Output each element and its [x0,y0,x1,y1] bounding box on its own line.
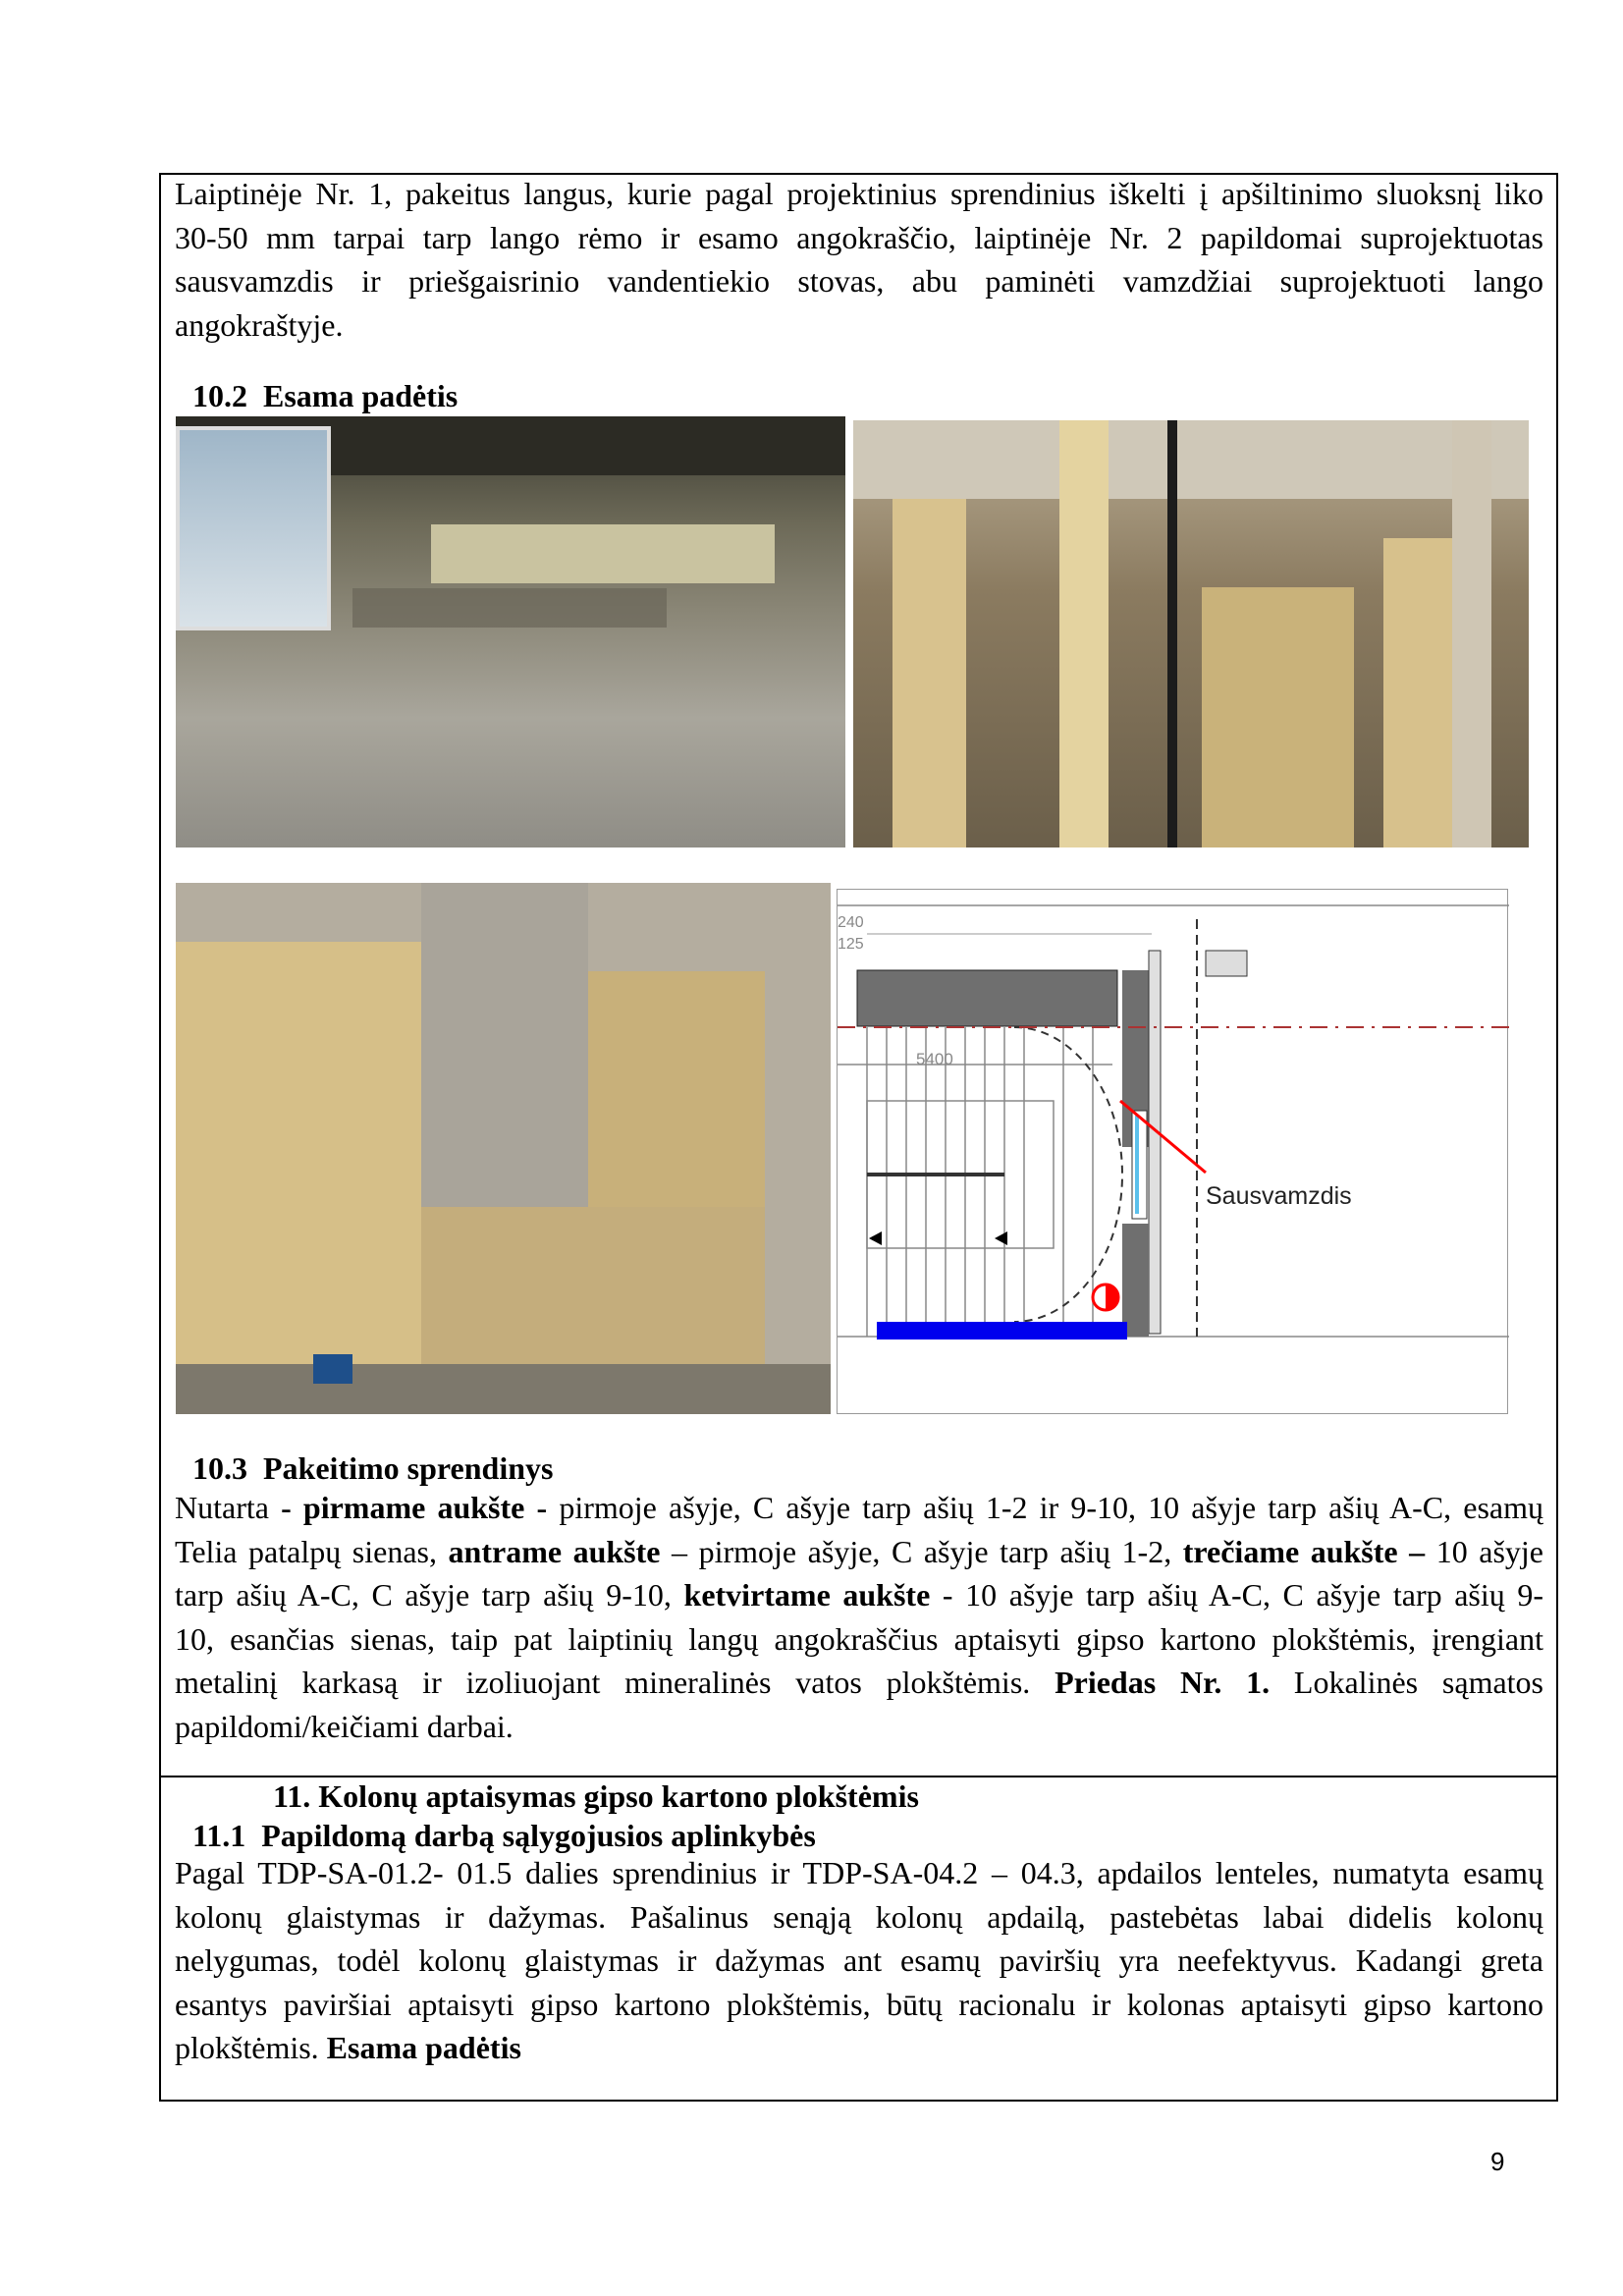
sausvamzdis-label: Sausvamzdis [1206,1182,1352,1210]
text: metalinį karkasą ir izoliuojant mineralinės vatos plokštėmis. [175,1665,1055,1700]
text: Lokalinės sąmatos [1270,1665,1543,1700]
text: plokštėmis. [175,2030,327,2065]
text-line [175,1851,1543,1895]
heading-10-3: 10.3 Pakeitimo sprendinys [192,1450,554,1486]
text-line [175,1486,1543,1530]
text-line [175,2026,1543,2070]
dimension-5400: 5400 [916,1050,953,1068]
text-line [175,216,1543,260]
text-line [175,1661,1543,1705]
bold-text: Esama padėtis [326,2030,521,2065]
text: Nutarta [175,1490,282,1525]
bold-text: antrame aukšte [448,1533,661,1569]
page-number: 9 [1490,2147,1505,2176]
text-line [175,1939,1543,1983]
intro-paragraph [175,172,1543,347]
text: tarp ašių A-C, C ašyje tarp ašių 9-10, [175,1577,684,1613]
text: Pagal TDP-SA-01.2- 01.5 dalies sprendinius ir TDP-SA-04.2 – 04.3, apdailos lenteles, numatyta esamų [175,1855,1543,1890]
text: 10 ašyje [1425,1533,1544,1569]
text: – pirmoje ašyje, C ašyje tarp ašių 1-2, [660,1533,1183,1569]
text-line [175,172,1543,216]
bold-text: - pirmame aukšte - [281,1490,548,1525]
text: Laiptinėje Nr. 1, pakeitus langus, kurie pagal projektinius sprendinius iškelti į apšiltinimo sluoksnį liko [175,176,1543,211]
bold-text: ketvirtame aukšte [683,1577,931,1613]
bold-text: Priedas Nr. 1. [1055,1665,1271,1700]
text: pirmoje ašyje, C ašyje tarp ašių 1-2 ir 9-10, 10 ašyje tarp ašių A-C, esamų [547,1490,1544,1525]
photo-columns-wall [853,420,1529,847]
text: 10, esančias sienas, taip pat laiptinių langų angokraščius aptaisyti gipso kartono plokštėmis, įrengiant [175,1620,1543,1657]
text-line [175,1705,1543,1749]
text: sausvamzdis ir priešgaisrinio vandentiekio stovas, abu paminėti vamzdžiai suprojektuoti lango [175,263,1543,299]
section-11-paragraph [175,1851,1543,2070]
heading-10-2: 10.2 Esama padėtis [192,378,459,413]
text: 30-50 mm tarpai tarp lango rėmo ir esamo angokraščio, laiptinėje Nr. 2 papildomai suprojektuotas [175,219,1543,255]
heading-11-1: 11.1 Papildomą darbą sąlygojusios aplinkybės [192,1818,816,1853]
photo-wall-corner [176,883,831,1414]
text-line [175,303,1543,348]
photo-floor-interior [176,416,845,847]
text-line [175,1895,1543,1940]
bold-text: trečiame aukšte – [1182,1533,1426,1569]
text-line [175,1530,1543,1574]
text-line [175,259,1543,303]
text: kolonų glaistymas ir dažymas. Pašalinus senąją kolonų apdailą, pastebėtas labai didelis kolonų [175,1898,1543,1935]
text: papildomi/keičiami darbai. [175,1708,514,1744]
heading-11: 11. Kolonų aptaisymas gipso kartono plokštėmis [273,1778,919,1814]
text: angokraštyje. [175,306,344,343]
text: esantys paviršiai aptaisyti gipso kartono plokštėmis, būtų racionalu ir kolonas aptaisyti gipso kartono [175,1986,1543,2022]
dimension-240: 240 [838,914,864,931]
text: - 10 ašyje tarp ašių A-C, C ašyje tarp ašių 9- [930,1577,1544,1613]
text-line [175,1983,1543,2027]
text: Telia patalpų sienas, [175,1533,449,1569]
text-line [175,1573,1543,1617]
stair-plan-drawing [837,889,1508,1414]
dimension-125: 125 [838,936,864,953]
text-line [175,1617,1543,1662]
text: nelygumas, todėl kolonų glaistymas ir dažymas ant esamų paviršių yra neefektyvus. Kadangi greta [175,1942,1543,1978]
solution-paragraph [175,1486,1543,1748]
